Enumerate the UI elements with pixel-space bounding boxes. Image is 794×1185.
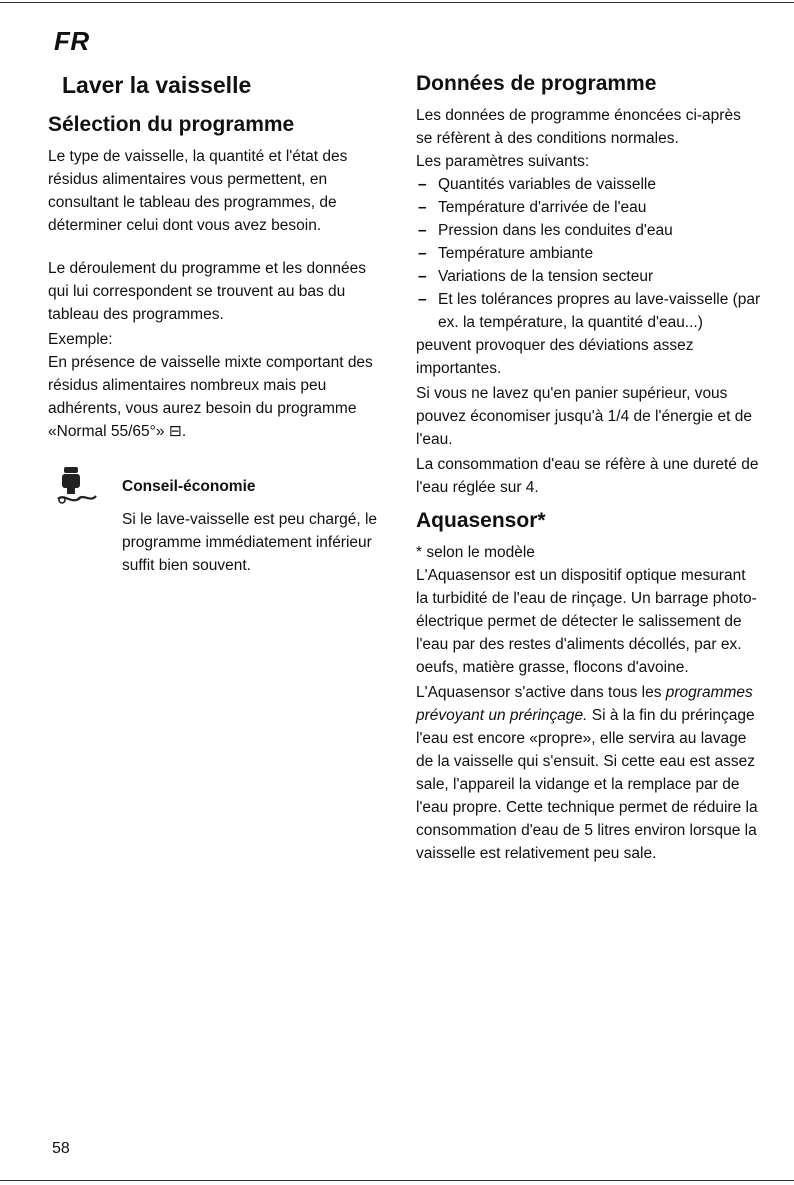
model-note: * selon le modèle <box>416 544 535 561</box>
list-item: – Variations de la tension secteur <box>416 265 761 288</box>
program-selection-paragraph: Le type de vaisselle, la quantité et l'état des résidus alimentaires vous permettent, en consultant le tableau des programmes, de déterminer celui dont vous avez besoin. <box>48 148 348 234</box>
section-title-program-selection: Sélection du programme <box>48 113 295 136</box>
parameters-list <box>416 173 761 334</box>
list-item: – Température d'arrivée de l'eau <box>416 196 761 219</box>
tip-title: Conseil-économie <box>122 478 256 495</box>
economy-tip <box>48 465 388 577</box>
list-item: – Et les tolérances propres au lave-vaisselle (par ex. la température, la quantité d'eau...) <box>416 288 761 334</box>
right-column <box>416 72 761 865</box>
parameters-intro: Les paramètres suivants: <box>416 153 590 170</box>
top-rule <box>0 2 794 3</box>
list-item: – Quantités variables de vaisselle <box>416 173 761 196</box>
example-label: Exemple: <box>48 331 113 348</box>
section-title-program-data: Données de programme <box>416 72 657 95</box>
aquasensor-description: L'Aquasensor est un dispositif optique mesurant la turbidité de l'eau de rinçage. Un barrage photo-électrique permet de détecter le salissement de l'eau par des restes d'aliments décollés, par ex. oeufs, matière grasse, flocons d'avoine. <box>416 567 757 676</box>
section-title-aquasensor: Aquasensor* <box>416 509 546 532</box>
example-paragraph: En présence de vaisselle mixte comportant des résidus alimentaires nombreux mais peu adhérents, vous aurez besoin du programme «Normal 55/65°» ⊟. <box>48 351 388 443</box>
aquasensor-prerinse-paragraph <box>416 681 761 865</box>
upper-basket-paragraph: Si vous ne lavez qu'en panier supérieur, vous pouvez économiser jusqu'à 1/4 de l'énergie et de l'eau. <box>416 385 752 448</box>
program-sequence-paragraph: Le déroulement du programme et les données qui lui correspondent se trouvent au bas du tableau des programmes. <box>48 260 366 323</box>
deviation-paragraph: peuvent provoquer des déviations assez importantes. <box>416 337 694 377</box>
list-item: – Pression dans les conduites d'eau <box>416 219 761 242</box>
example-text: En présence de vaisselle mixte comportant des résidus alimentaires nombreux mais peu adhérents, vous aurez besoin du programme «Normal 55/65°» <box>48 354 373 440</box>
aquasensor-text-a: L'Aquasensor s'active dans tous les <box>416 684 662 701</box>
left-column <box>48 72 388 577</box>
list-item: – Température ambiante <box>416 242 761 265</box>
aquasensor-text-b: Si à la fin du prérinçage l'eau est encore «propre», elle servira au lavage de la vaisselle qui s'ensuit. Si cette eau est assez sale, l'appareil la vidange et la remplace par de l'eau propre. Cette technique permet de réduire la consommation d'eau de 5 litres environ lorsque la vaisselle est relativement peu sale. <box>416 707 758 862</box>
page-number: 58 <box>52 1140 70 1157</box>
aquasensor-text-emphasis: programmes prévoyant un prérinçage. <box>416 684 753 724</box>
program-data-intro: Les données de programme énoncées ci-après se réfèrent à des conditions normales. <box>416 107 741 147</box>
program-symbol-icon: ⊟ <box>168 423 182 440</box>
bottom-rule <box>0 1180 794 1181</box>
tip-text: Si le lave-vaisselle est peu chargé, le programme immédiatement inférieur suffit bien souvent. <box>122 511 378 574</box>
energy-saving-icon <box>54 465 98 505</box>
water-hardness-paragraph: La consommation d'eau se réfère à une dureté de l'eau réglée sur 4. <box>416 456 759 496</box>
page-title: Laver la vaisselle <box>62 72 252 98</box>
language-code: FR <box>54 26 90 56</box>
